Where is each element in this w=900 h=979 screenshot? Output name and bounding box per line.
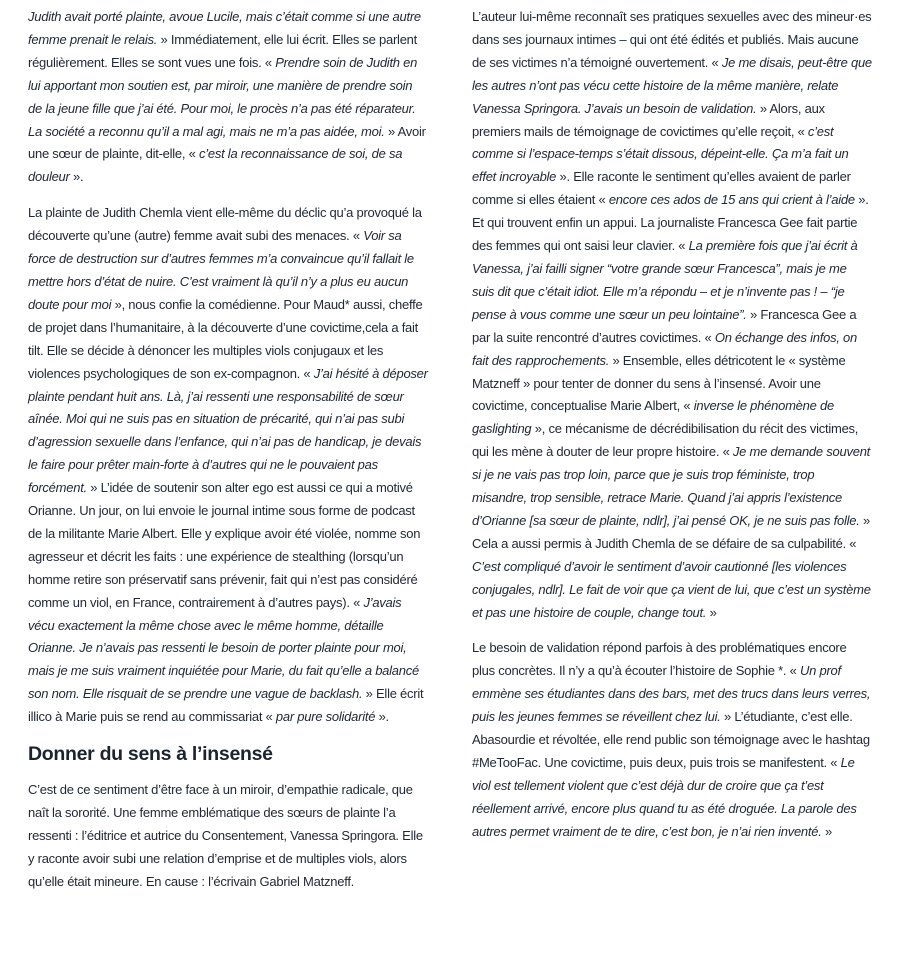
text-segment: », ce mécanisme de décrédibilisation du récit des victimes, qui les mène à douter de leur propre histoire. « <box>472 421 859 460</box>
quote-segment: Le viol est tellement violent que c’est déjà dur de croire que ça t’est réellement arrivé, encore plus quand tu as été droguée. La parole des autres permet vraiment de te dire, c’est bon, je n’ai rien inventé. <box>472 755 857 839</box>
quote-segment: J’avais vécu exactement la même chose avec le même homme, détaille Orianne. Je n’avais pas ressenti le besoin de porter plainte pour moi, mais je me suis vraiment inquiétée pour Marie, du fait qu’elle a balancé son nom. Elle risquait de se prendre une vague de backlash. <box>28 594 419 702</box>
quote-segment: inverse le phénomène de gaslighting <box>472 398 834 437</box>
text-segment: La plainte de Judith Chemla vient elle-même du déclic qu’a provoqué la découverte qu’une (autre) femme avait subi des menaces. « <box>28 205 422 244</box>
text-segment: Le besoin de validation répond parfois à des problématiques encore plus concrètes. Il n’y a qu’à écouter l’histoire de Sophie *. « <box>472 640 847 679</box>
quote-segment: Prendre soin de Judith en lui apportant mon soutien est, par miroir, une manière de prendre soin de la jeune fille que j’ai été. Pour moi, le procès n’a pas été réparateur. La société a reconnu qu’il a mal agi, mais ne m’a pas aidée, moi. <box>28 54 418 139</box>
quote-segment: Voir sa force de destruction sur d’autres femmes m’a convaincue qu’il fallait le mettre hors d’état de nuire. C’est vraiment là qu’il n’y a plus eu aucun doute pour moi <box>28 228 414 312</box>
quote-segment: J’ai hésité à déposer plainte pendant huit ans. Là, j’ai ressenti une responsabilité de sœur aînée. Moi qui ne suis pas en situation de précarité, qui n’ai pas subi d’agression sexuelle dans l’enfance, qui n’ai pas de handicap, je devais le faire pour prêter main-forte à d’autres qui ne le pouvaient pas forcément. <box>28 365 428 496</box>
article-column-right <box>472 6 872 844</box>
quote-segment: Un prof emmène ses étudiantes dans des bars, met des trucs dans leurs verres, puis les jeunes femmes se réveillent chez lui. <box>472 663 871 725</box>
quote-segment: encore ces ados de 15 ans qui crient à l’aide <box>608 192 855 208</box>
quote-segment: Judith avait porté plainte, avoue Lucile, mais c’était comme si une autre femme prenait le relais. <box>28 9 421 47</box>
article-paragraph <box>472 637 872 843</box>
text-segment: » Elle écrit illico à Marie puis se rend au commissariat « <box>28 686 424 725</box>
article-paragraph <box>472 6 872 624</box>
text-segment: » L’idée de soutenir son alter ego est aussi ce qui a motivé Orianne. Un jour, on lui envoie le journal intime sous forme de podcast de la militante Marie Albert. Elle y explique avoir été violée, nomme son agresseur et décrit les faits : une expérience de stealthing (lorsqu’un homme retire son préservatif sans prévenir, fait qui n’est pas considéré comme un viol, en France, contrairement à d’autres pays). « <box>28 480 421 610</box>
article-paragraph <box>28 6 428 189</box>
text-segment: », nous confie la comédienne. Pour Maud* aussi, cheffe de projet dans l’humanitaire, à la découverte d’une covictime,cela a fait tilt. Elle se décide à dénoncer les multiples viols conjugaux et les violences psychologiques de son ex-compagnon. « <box>28 296 423 381</box>
text-segment: ». <box>375 709 389 725</box>
quote-segment: Je me demande souvent si je ne vais pas trop loin, parce que je suis trop féministe, trop misandre, trop sensible, retrace Marie. Quand j’ai appris l’existence d’Orianne [sa sœur de plainte, ndlr], j’ai pensé OK, je ne suis pas folle. <box>472 444 871 528</box>
text-segment: ». Elle raconte le sentiment qu’elles avaient de parler comme si elles étaient « <box>472 169 851 208</box>
quote-segment: par pure solidarité <box>275 709 376 725</box>
text-segment: » Alors, aux premiers mails de témoignage de covictimes qu’elle reçoit, « <box>472 100 825 139</box>
quote-segment: La première fois que j’ai écrit à Vanessa, j’ai failli signer “votre grande sœur Francesca”, mais je me suis dit que c’était idiot. Elle m’a répondu – et je n’invente pas ! – “je pense à vous comme une sœur un peu lointaine”. <box>472 238 858 322</box>
text-segment: ». <box>69 169 84 185</box>
quote-segment: C’est compliqué d’avoir le sentiment d’avoir cautionné [les violences conjugales, ndlr]. Le fait de voir que ça vient de lui, que c’est un système et pas une histoire de couple, change tout. <box>472 558 871 620</box>
article-paragraph <box>28 202 428 729</box>
text-segment: ». Et qui trouvent enfin un appui. La journaliste Francesca Gee fait partie des femmes qui ont saisi leur clavier. « <box>472 192 869 254</box>
text-segment: » <box>821 823 832 839</box>
text-segment: » Ensemble, elles détricotent le « système Matzneff » pour tenter de donner du sens à l’insensé. Avoir une covictime, conceptualise Marie Albert, « <box>472 352 846 414</box>
text-segment: » L’étudiante, c’est elle. Abasourdie et révoltée, elle rend public son témoignage avec le hashtag #MeTooFac. Une covictime, puis deux, puis trois se manifestent. « <box>472 709 870 770</box>
article-columns <box>28 6 872 894</box>
quote-segment: c’est comme si l’espace-temps s’était dissous, dépeint-elle. Ça m’a fait un effet incroyable <box>472 123 849 185</box>
text-segment: L’auteur lui-même reconnaît ses pratiques sexuelles avec des mineur·es dans ses journaux intimes – qui ont été édités et publiés. Mais aucune de ses victimes n’a témoigné ouvertement. « <box>472 9 872 70</box>
text-segment: C’est de ce sentiment d’être face à un miroir, d’empathie radicale, que naît la sororité. Une femme emblématique des sœurs de plainte l’a ressenti : l’éditrice et autrice du Consentement, Vanessa Springora. Elle y raconte avoir subi une relation d’emprise et de multiples viols, alors qu’elle était mineure. En cause : l’écrivain Gabriel Matzneff. <box>28 782 423 889</box>
text-segment: » <box>706 604 717 620</box>
text-segment: » Francesca Gee a par la suite rencontré d’autres covictimes. « <box>472 306 857 345</box>
quote-segment: On échange des infos, on fait des rapprochements. <box>472 329 858 368</box>
article-paragraph <box>28 779 428 894</box>
text-segment: » Avoir une sœur de plainte, dit-elle, « <box>28 123 426 162</box>
section-heading: Donner du sens à l’insensé <box>28 743 273 766</box>
quote-segment: Je me disais, peut-être que les autres n’ont pas vécu cette histoire de la même manière, relate Vanessa Springora. J’avais un besoin de validation. <box>472 54 872 116</box>
quote-segment: c’est la reconnaissance de soi, de sa douleur <box>28 146 403 185</box>
text-segment: » Immédiatement, elle lui écrit. Elles se parlent régulièrement. Elles se sont vues une fois. « <box>28 31 418 70</box>
text-segment: » Cela a aussi permis à Judith Chemla de se défaire de sa culpabilité. « <box>472 512 870 551</box>
article-column-left <box>28 6 428 894</box>
